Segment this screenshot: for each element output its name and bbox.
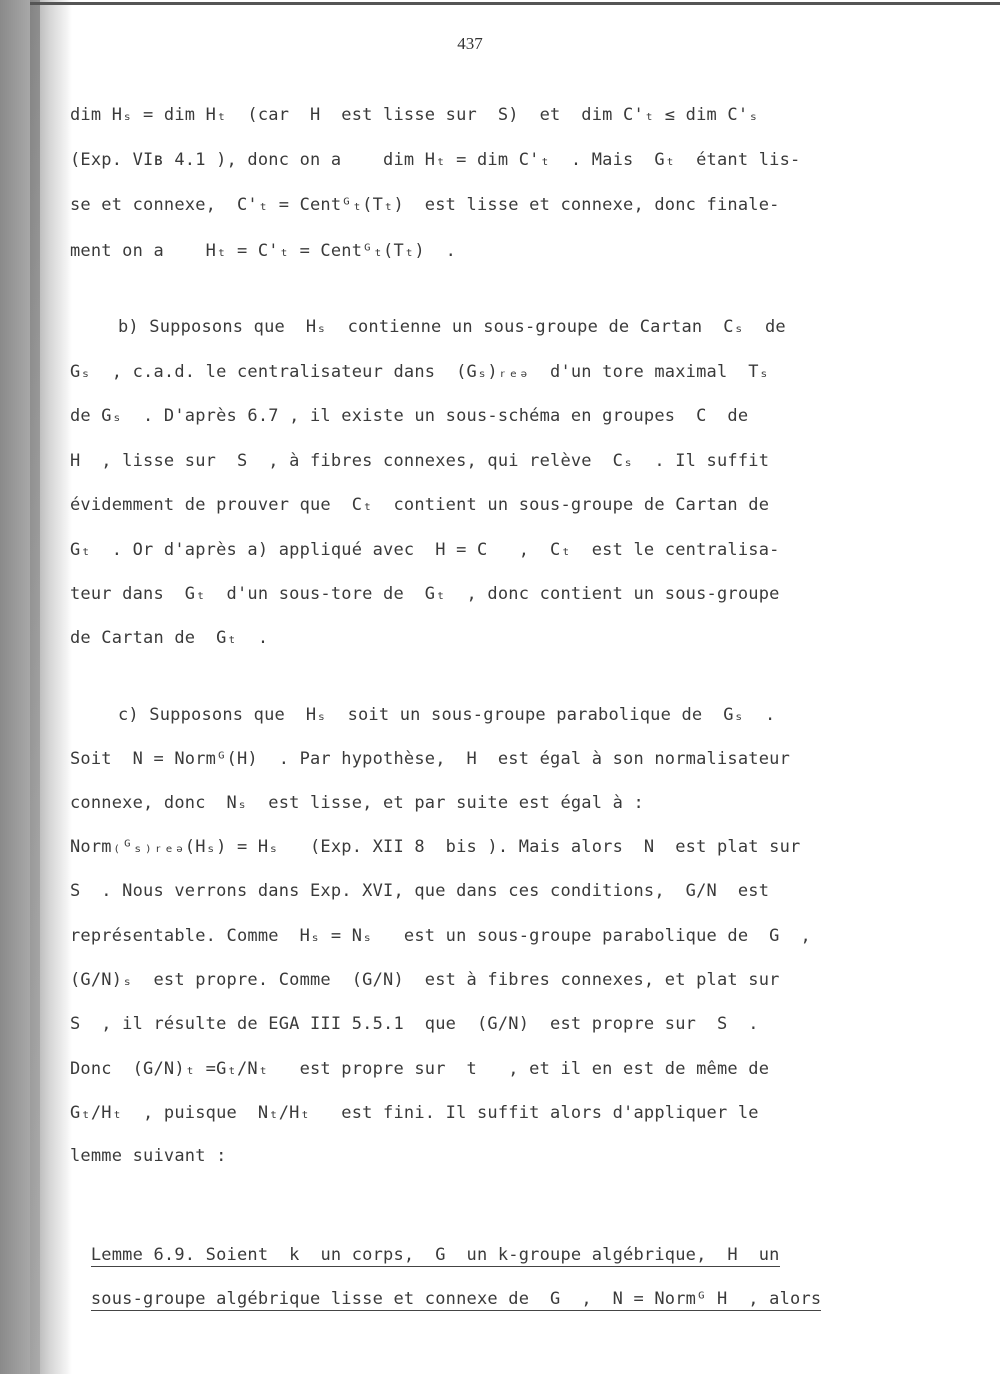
text-line-21: Donc (G/N)ₜ =Gₜ/Nₜ est propre sur t , et il en est de même de — [70, 1059, 770, 1079]
lemma-underlined-text-2: sous-groupe algébrique lisse et connexe de G , N = Normᴳ H , alors — [90, 1289, 822, 1309]
text-line-7: de Gₛ . D'après 6.7 , il existe un sous-schéma en groupes C de — [70, 406, 749, 426]
lemma-underlined-text-1: Lemme 6.9. Soient k un corps, G un k-groupe algébrique, H un — [90, 1245, 780, 1265]
text-line-15: connexe, donc Nₛ est lisse, et par suite est égal à : — [70, 793, 644, 813]
text-line-2: (Exp. VIʙ 4.1 ), donc on a dim Hₜ = dim C'ₜ . Mais Gₜ étant lis- — [70, 150, 801, 170]
text-line-9: évidemment de prouver que Cₜ contient un sous-groupe de Cartan de — [70, 495, 770, 515]
lemma-statement-line-1 — [70, 1222, 780, 1266]
text-line-4: ment on a Hₜ = C'ₜ = Centᴳₜ(Tₜ) . — [70, 241, 457, 261]
page-number: 437 — [457, 34, 483, 53]
text-line-19: (G/N)ₛ est propre. Comme (G/N) est à fibres connexes, et plat sur — [70, 970, 780, 990]
text-line-22: Gₜ/Hₜ , puisque Nₜ/Hₜ est fini. Il suffit alors d'appliquer le — [70, 1103, 759, 1123]
text-line-16: Norm₍ᴳₛ₎ᵣₑₔ(Hₛ) = Hₛ (Exp. XII 8 bis ). Mais alors N est plat sur — [70, 837, 801, 857]
text-line-23: lemme suivant : — [70, 1146, 227, 1166]
text-line-5: b) Supposons que Hₛ contienne un sous-groupe de Cartan Cₛ de — [118, 317, 786, 337]
scan-binding-shadow — [30, 0, 40, 1374]
text-line-10: Gₜ . Or d'après a) appliqué avec H = C , Cₜ est le centralisa- — [70, 540, 780, 560]
text-line-14: Soit N = Normᴳ(H) . Par hypothèse, H est égal à son normalisateur — [70, 749, 791, 769]
text-line-1: dim Hₛ = dim Hₜ (car H est lisse sur S) et dim C'ₜ ≤ dim C'ₛ — [70, 105, 759, 125]
text-line-6: Gₛ , c.a.d. le centralisateur dans (Gₛ)ᵣₑₔ d'un tore maximal Tₛ — [70, 362, 770, 382]
text-line-8: H , lisse sur S , à fibres connexes, qui relève Cₛ . Il suffit — [70, 451, 770, 471]
text-line-13: c) Supposons que Hₛ soit un sous-groupe parabolique de Gₛ . — [118, 705, 776, 725]
text-line-12: de Cartan de Gₜ . — [70, 628, 269, 648]
lemma-statement-line-2 — [70, 1266, 821, 1310]
text-line-18: représentable. Comme Hₛ = Nₛ est un sous-groupe parabolique de G , — [70, 926, 811, 946]
text-line-3: se et connexe, C'ₜ = Centᴳₜ(Tₜ) est lisse et connexe, donc finale- — [70, 195, 780, 215]
scan-top-edge — [30, 2, 1000, 5]
text-line-17: S . Nous verrons dans Exp. XVI, que dans ces conditions, G/N est — [70, 881, 770, 901]
text-line-20: S , il résulte de EGA III 5.5.1 que (G/N) est propre sur S . — [70, 1014, 759, 1034]
text-line-11: teur dans Gₜ d'un sous-tore de Gₜ , donc contient un sous-groupe — [70, 584, 780, 604]
